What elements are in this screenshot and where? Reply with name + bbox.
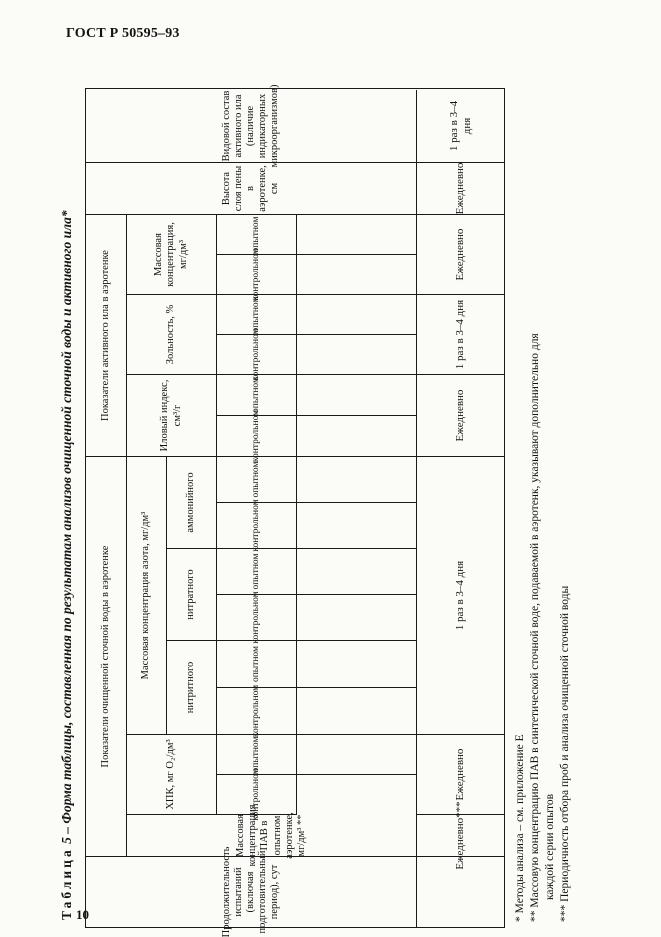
mass-conc-test-label: опытном: [216, 215, 296, 255]
ammonium-control-label: контрольном: [216, 503, 296, 549]
table-caption: [59, 210, 75, 920]
data-divider: [296, 594, 416, 595]
table-caption-label: Таблица: [59, 847, 74, 920]
nitrite-control-label: контрольном: [216, 688, 296, 735]
data-divider: [296, 294, 416, 295]
nitrogen-header: Массовая концентрация азота, мг/дм³: [126, 457, 166, 735]
data-divider: [296, 254, 416, 255]
footnote-1: * Методы анализа – см. приложение Е: [514, 734, 526, 922]
sludge-index-control-label: контрольном: [216, 416, 296, 457]
freq-height: Ежедневно: [416, 163, 504, 215]
hpk-control-label: контрольном: [216, 775, 296, 815]
data-divider: [296, 548, 416, 549]
freq-mass-conc: Ежедневно: [416, 215, 504, 295]
results-table: [85, 84, 505, 937]
hpk-test-label: опытном: [216, 735, 296, 775]
page-number: 10: [76, 907, 89, 922]
data-divider: [296, 456, 416, 457]
ammonium-header: аммонийного: [166, 457, 216, 549]
height-header: Высота слоя пены в аэротенке, см: [86, 163, 416, 215]
document-header: ГОСТ Р 50595–93: [66, 26, 180, 41]
data-divider: [296, 334, 416, 335]
freq-pav: Ежедневно***: [416, 815, 504, 857]
data-divider: [296, 734, 416, 735]
sludge-index-header: Иловый индекс, см³/г: [126, 375, 216, 457]
nitrate-header: нитратного: [166, 549, 216, 641]
duration-header: Продолжительность испытаний (включая подготовительный период), сут: [220, 846, 281, 937]
freq-species: 1 раз в 3–4 дня: [416, 90, 504, 163]
pav-header: Массовая концентрация ПАВ в опытном аэротенке, мг/дм³ **: [126, 815, 416, 857]
data-divider: [296, 687, 416, 688]
species-header: Видовой состав активного ила (наличие индикаторных микроорганизмов): [86, 90, 416, 163]
data-divider: [296, 502, 416, 503]
nitrite-header: нитритного: [166, 641, 216, 735]
mass-conc-header: Массовая концентрация, мг/дм³: [126, 215, 216, 295]
ash-header: Зольность, %: [126, 295, 216, 375]
data-divider: [296, 374, 416, 375]
freq-ash: 1 раз в 3–4 дня: [416, 295, 504, 375]
data-divider: [296, 415, 416, 416]
footnote-3: *** Периодичность отбора проб и анализа очищенной сточной воды: [559, 585, 571, 922]
footnotes: [513, 333, 573, 922]
freq-sludge-index: Ежедневно: [416, 375, 504, 457]
sludge-index-test-label: опытном: [216, 375, 296, 416]
freq-hpk: Ежедневно: [416, 735, 504, 815]
nitrate-test-label: опытном: [216, 549, 296, 595]
hpk-header: ХПК, мг O₂/дм³: [126, 735, 216, 815]
nitrite-test-label: опытном: [216, 641, 296, 688]
water-group-header: Показатели очищенной сточной воды в аэротенке: [86, 457, 126, 857]
sludge-group-header: Показатели активного ила в аэротенке: [86, 215, 126, 457]
data-divider: [296, 774, 416, 775]
freq-nitrogen: 1 раз в 3–4 дня: [416, 457, 504, 735]
footnote-2: ** Массовую концентрацию ПАВ в синтетической сточной воде, подаваемой в аэротенк, указывают дополнительно для: [529, 333, 541, 922]
ash-test-label: опытном: [216, 295, 296, 335]
mass-conc-control-label: контрольном: [216, 255, 296, 295]
nitrate-control-label: контрольном: [216, 595, 296, 641]
ammonium-test-label: опытном: [216, 457, 296, 503]
ash-control-label: контрольном: [216, 335, 296, 375]
data-row-top-line: [296, 215, 297, 815]
data-divider: [296, 640, 416, 641]
table-caption-text: 5 – Форма таблицы, составленная по результатам анализов очищенной сточной воды и активного ила*: [59, 210, 74, 848]
footnote-2-continued: каждой серии опытов: [544, 793, 556, 900]
rotated-content: [55, 48, 615, 937]
